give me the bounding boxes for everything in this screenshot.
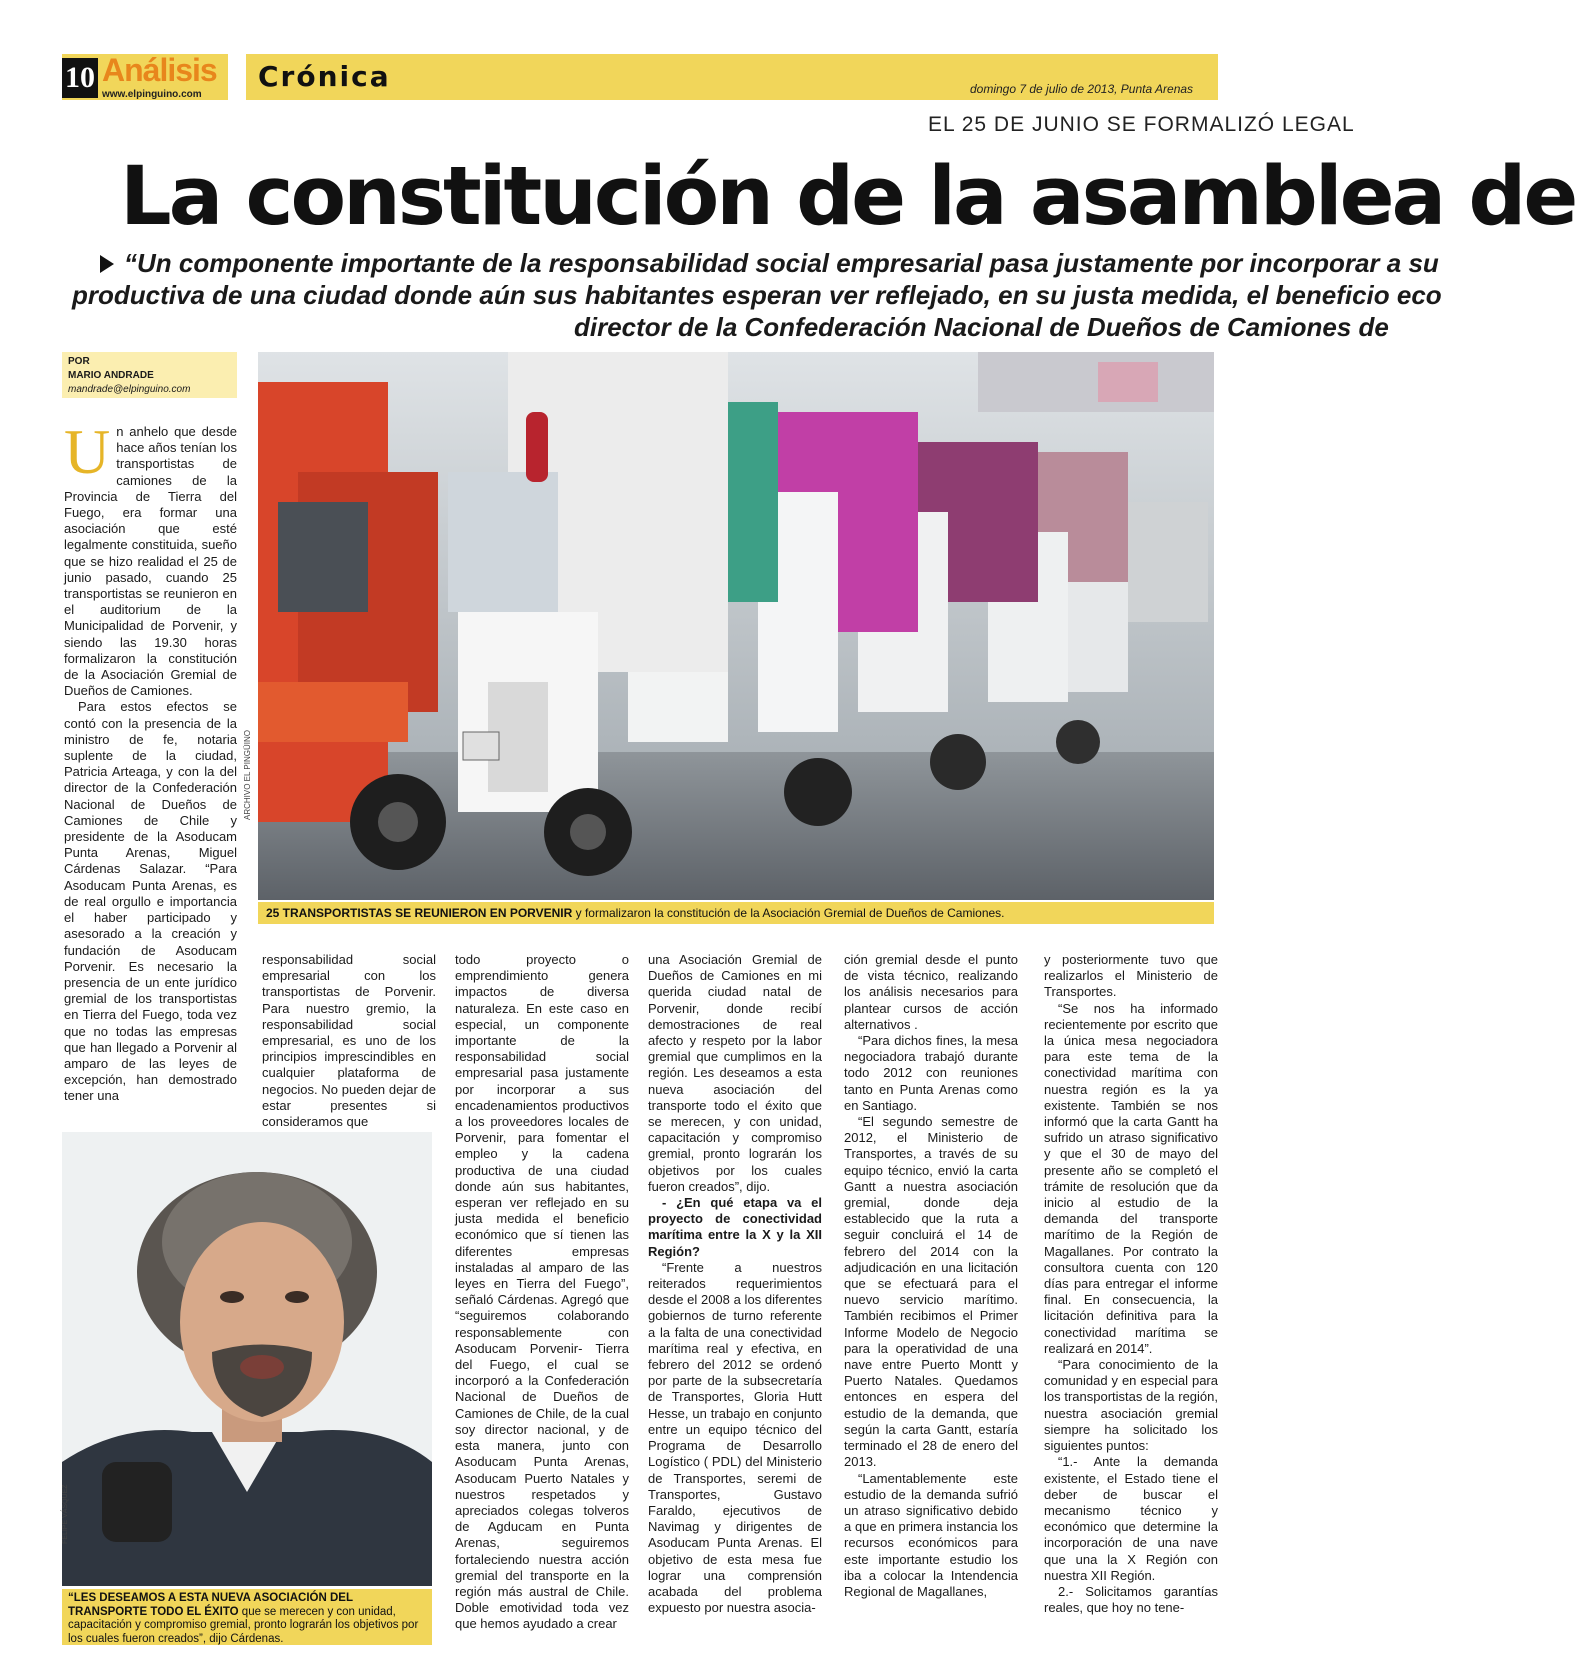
drop-cap: U (64, 416, 111, 487)
header-divider (228, 54, 246, 100)
trucks-photo (258, 352, 1214, 900)
byline-author: MARIO ANDRADE (68, 370, 154, 381)
brand-logo: Análisis (102, 52, 217, 88)
byline-email: mandrade@elpinguino.com (68, 384, 191, 395)
paragraph: ción gremial desde el punto de vista técnico, realizando los análisis necesarios para plantear cursos de acción alternativos . (844, 952, 1018, 1032)
paragraph: una Asociación Gremial de Dueños de Camiones en mi querida ciudad natal de Porvenir, donde recibí demostraciones de real afecto y respeto por la labor gremial que cumplimos en la región. Les deseamos a esta nueva asociación del transporte todo el éxito que se merecen, y con unidad, capacitación y compromiso gremial, pronto lograrán los objetivos por los cuales fueron creados”, dijo. (648, 952, 822, 1194)
paragraph: Para estos efectos se contó con la presencia de la ministro de fe, notaria suplente de la ciudad, Patricia Arteaga, y con la del director de la Confederación Nacional de Dueños de Camiones de Chile y presidente de la Asoducam Punta Arenas, Miguel Cárdenas Salazar. “Para Asoducam Punta Arenas, es de real orgullo e importancia el haber participado y asesorado a la creación y fundación de Asoducam Porvenir. Es necesario la presencia de un ente jurídico gremial de los transportistas en Tierra del Fuego, toda vez que no todas las empresas que han llegado a Porvenir al amparo de las leyes de excepción, han demostrado tener una (64, 699, 237, 1104)
portrait-caption-bold: “LES DESEAMOS A ESTA NUEVA ASOCIACIÓN DEL TRANSPORTE TODO EL ÉXITO (68, 1592, 353, 1618)
paragraph: “Para dichos fines, la mesa negociadora trabajó durante todo 2012 con reuniones tanto en Punta Arenas como en Santiago. (844, 1033, 1018, 1113)
portrait-caption (62, 1589, 432, 1645)
brand-url: www.elpinguino.com (102, 89, 202, 100)
paragraph: “Lamentablemente este estudio de la demanda sufrió un atraso significativo debido a que en primera instancia los recursos económicos para este importante estudio los iba a colocar la Intendencia Regional de Magallanes, (844, 1470, 1018, 1599)
portrait-credit: FELIPE VÁSQUEZ (62, 1484, 69, 1544)
dateline: domingo 7 de julio de 2013, Punta Arenas (970, 82, 1194, 96)
paragraph: todo proyecto o emprendimiento genera impactos de diversa naturaleza. En este caso en especial, un componente importante de la responsabilidad social empresarial pasa justamente por incorporar a sus encadenamientos productivos a los proveedores locales de Porvenir, para fomentar el empleo y la cadena productiva de una ciudad donde aún sus habitantes, esperan ver reflejado en su justa medida el beneficio económico que sí tienen las diferentes empresas instaladas al amparo de las leyes en Tierra del Fuego”, señaló Cárdenas. Agregó que “seguiremos colaborando responsablemente con Asoducam Porvenir- Tierra del Fuego, el cual se incorporó a la Confederación Nacional de Dueños de Camiones de Chile, de la cual soy director nacional, y de esta manera, junto con Asoducam Punta Arenas, Asoducam Puerto Natales y nuestros respetados y apreciados colegas tolveros de Agducam en Punta Arenas, seguiremos fortaleciendo nuestra acción gremial del transporte en la región más austral de Chile. Doble emotividad toda vez que hemos ayudado a crear (455, 952, 629, 1632)
portrait-illustration (62, 1132, 432, 1586)
deck-line-3: director de la Confederación Nacional de Dueños de Camiones de (574, 312, 1389, 342)
paragraph: responsabilidad social empresarial con los transportistas de Porvenir. Para nuestro gremio, la responsabilidad social empresarial, es uno de los principios imprescindibles en cualquier plataforma de negocios. No pueden dejar de estar presentes si consideramos que (262, 952, 436, 1130)
body-column-3 (455, 952, 629, 1664)
body-column-2 (262, 952, 436, 1130)
kicker: EL 25 DE JUNIO SE FORMALIZÓ LEGAL (928, 113, 1355, 136)
portrait-caption-text: que se merecen y con unidad, capacitación y compromiso gremial, pronto lograrán los objetivos por los cuales fueron creados”, dijo Cárdenas. (68, 1605, 419, 1645)
interview-question: - ¿En qué etapa va el proyecto de conectividad marítima entre la X y la XII Región? (648, 1195, 822, 1259)
body-column-1 (64, 416, 237, 1114)
headline: La constitución de la asamblea de (120, 150, 1575, 244)
paragraph: “El segundo semestre de 2012, el Ministerio de Transportes, a través de su equipo técnico, envió la carta Gantt a nuestra asociación gremial, donde deja establecido que la ruta a seguir concluirá el 14 de febrero del 2014 con la adjudicación en una licitación que se efectuará para el nuevo servicio marítimo. También recibimos el Primer Informe Modelo de Negocio para la operatividad de una nave entre Puerto Montt y Puerto Natales. Quedamos entonces en espera del estudio de la demanda, que según la carta Gantt, estaría terminado el 28 de enero del 2013. (844, 1114, 1018, 1470)
paragraph: n anhelo que desde hace años tenían los transportistas de camiones de la Provincia de Tierra del Fuego, era formar una asociación que esté legalmente constituida, sueño que se hizo realidad el 25 de junio pasado, cuando 25 transportistas se reunieron en el auditorium de la Municipalidad de Porvenir, y siendo las 19.30 horas formalizaron la constitución de la Asociación Gremial de Dueños de Camiones. (64, 424, 237, 699)
body-column-4 (648, 952, 822, 1664)
body-column-5 (844, 952, 1018, 1664)
deck-line-1: “Un componente importante de la responsabilidad social empresarial pasa justamente por incorporar a su (124, 248, 1439, 278)
paragraph: y posteriormente tuvo que realizarlos el Ministerio de Transportes. (1044, 952, 1218, 1000)
paragraph: “Frente a nuestros reiterados requerimientos desde el 2008 a los diferentes gobiernos de turno referente a la falta de una conectividad marítima real y efectiva, en febrero del 2012 se ordenó por parte de la subsecretaría de Transportes, Gloria Hutt Hesse, un trabajo en conjunto entre un equipo técnico del Programa de Desarrollo Logístico ( PDL) del Ministerio de Transportes, seremi de Transportes, Gustavo Faraldo, ejecutivos de Navimag y dirigentes de Asoducam Punta Arenas. El objetivo de esta mesa fue lograr una comprensión acabada del problema expuesto por nuestra asocia- (648, 1259, 822, 1616)
deck-line-2: productiva de una ciudad donde aún sus habitantes esperan ver reflejado, en su justa medida, el beneficio eco (72, 280, 1442, 310)
byline-label: POR (68, 356, 90, 367)
trucks-illustration (258, 352, 1214, 900)
paragraph: “1.- Ante la demanda existente, el Estado tiene el deber de buscar el mecanismo técnico y económico que determine la incorporación de una nave que una la X Región con nuestra XII Región. (1044, 1454, 1218, 1583)
photo-caption-text: y formalizaron la constitución de la Asociación Gremial de Dueños de Camiones. (572, 906, 1005, 920)
portrait-photo (62, 1132, 432, 1586)
paragraph: 2.- Solicitamos garantías reales, que hoy no tene- (1044, 1583, 1218, 1616)
section-title: Crónica (258, 60, 391, 93)
photo-credit: ARCHIVO EL PINGÜINO (243, 730, 252, 820)
body-column-6 (1044, 952, 1218, 1664)
paragraph: “Para conocimiento de la comunidad y en especial para los transportistas de la región, nuestra asociación gremial siempre ha solicitado los siguientes puntos: (1044, 1357, 1218, 1454)
photo-caption-bold: 25 TRANSPORTISTAS SE REUNIERON EN PORVENIR (266, 906, 573, 920)
deck-arrow-icon (100, 255, 114, 273)
photo-caption (258, 902, 1214, 924)
page-number: 10 (62, 58, 98, 98)
paragraph: “Se nos ha informado recientemente por escrito que la única mesa negociadora para este tema de la conectividad marítima con nuestra región es la ya existente. También se nos informó que la carta Gantt ha sufrido un atraso significativo y que el 30 de mayo del presente año se completó el trámite de resolución que da inicio al estudio de la demanda del transporte marítimo de la Región de Magallanes. Por contrato la consultora cuenta con 120 días para entregar el informe final. En consecuencia, la licitación definitiva para la conectividad marítima se realizará en 2014”. (1044, 1000, 1218, 1356)
